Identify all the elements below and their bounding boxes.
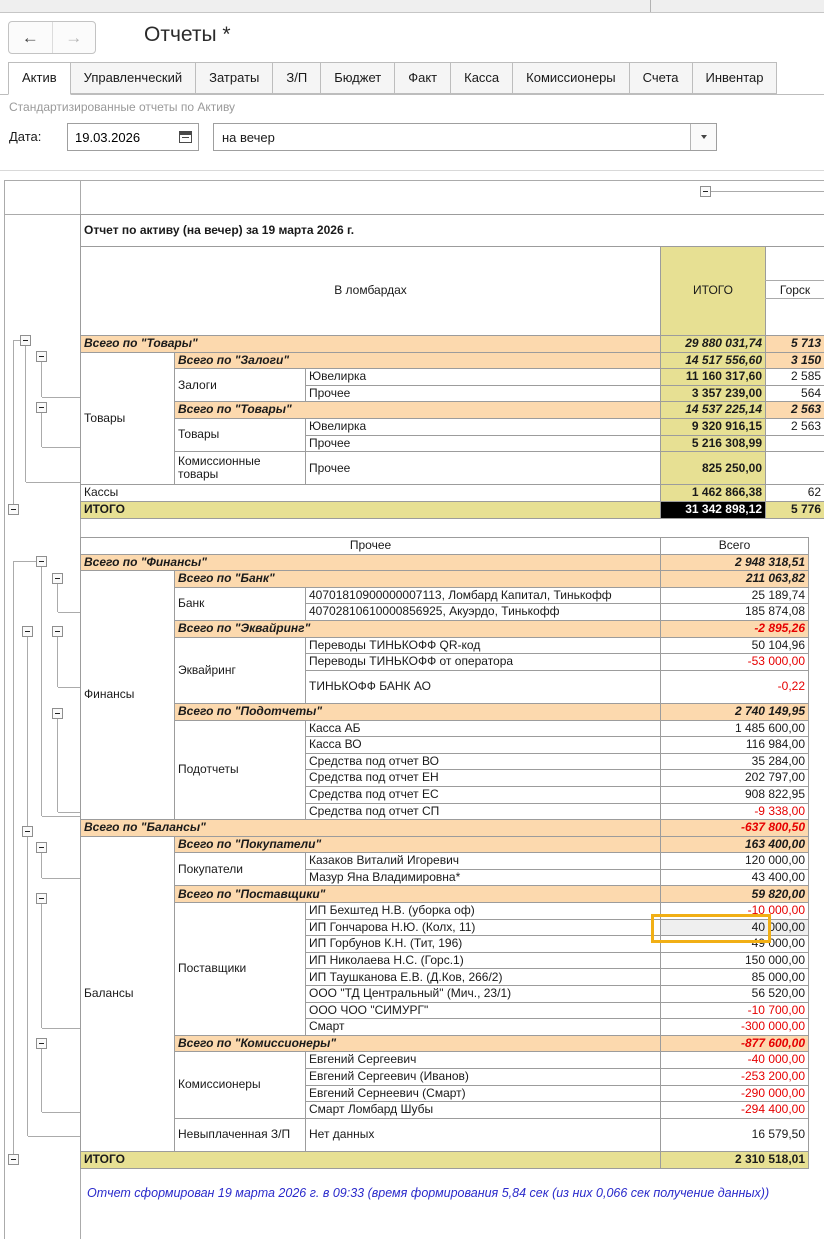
minus-icon <box>39 561 44 562</box>
row-group-collapse-toggle[interactable] <box>52 573 63 584</box>
column-group-line <box>711 191 824 192</box>
group-tree-line <box>27 837 28 1136</box>
value-cell[interactable]: 5 216 308,99 <box>661 435 766 452</box>
group-tree-line <box>58 687 80 688</box>
group-label-cell[interactable]: Финансы <box>81 571 175 820</box>
minus-icon <box>23 340 28 341</box>
selected-cell-frame <box>651 914 771 943</box>
value-cell[interactable]: -0,22 <box>661 670 809 703</box>
tab-komissionery[interactable]: Комиссионеры <box>512 62 629 94</box>
value-cell[interactable]: 43 400,00 <box>661 869 809 886</box>
subgroup-label-cell[interactable]: Комиссионеры <box>175 1052 306 1118</box>
value-cell-selected-inverted[interactable]: 31 342 898,12 <box>661 501 766 518</box>
row-caption-cell[interactable]: ТИНЬКОФФ БАНК АО <box>306 670 661 703</box>
header-group-cell[interactable]: В ломбардах <box>81 247 661 336</box>
group-tree-line <box>58 612 80 613</box>
group-tree-line <box>42 816 80 817</box>
value-cell[interactable]: 9 320 916,15 <box>661 418 766 435</box>
value-cell[interactable]: -290 000,00 <box>661 1085 809 1102</box>
value-cell[interactable]: 59 820,00 <box>661 886 809 903</box>
group-tree-line <box>42 397 80 398</box>
group-tree-line <box>26 482 80 483</box>
value-cell[interactable]: 564 <box>766 385 824 402</box>
row-group-collapse-toggle[interactable] <box>52 708 63 719</box>
subtotal-caption-cell[interactable]: Всего по "Поставщики" <box>175 886 661 903</box>
value-cell[interactable]: 3 357 239,00 <box>661 385 766 402</box>
page-title: Отчеты * <box>144 23 231 46</box>
value-cell[interactable]: -294 400,00 <box>661 1102 809 1119</box>
subgroup-label-cell[interactable]: Залоги <box>175 369 306 402</box>
group-tree-line <box>28 1136 80 1137</box>
value-cell[interactable]: 116 984,00 <box>661 737 809 754</box>
row-group-collapse-toggle[interactable] <box>36 402 47 413</box>
row-caption-cell[interactable]: Средства под отчет ЕН <box>306 770 661 787</box>
group-tree-line <box>57 584 58 612</box>
row-caption-cell[interactable]: Переводы ТИНЬКОФФ от оператора <box>306 654 661 671</box>
row-group-collapse-toggle[interactable] <box>36 351 47 362</box>
group-tree-line <box>42 1112 80 1113</box>
row-group-collapse-toggle[interactable] <box>20 335 31 346</box>
value-cell[interactable]: -300 000,00 <box>661 1019 809 1036</box>
value-cell[interactable]: -2 895,26 <box>661 620 809 637</box>
subgroup-label-cell[interactable]: Комиссионные товары <box>175 452 306 485</box>
value-cell[interactable]: 5 776 <box>766 501 824 518</box>
minus-icon <box>25 631 30 632</box>
report-footer: Отчет сформирован 19 марта 2026 г. в 09:33 (время формирования 5,84 сек (из них 0,066 сек получение данных)) <box>87 1186 770 1200</box>
date-field-group <box>67 123 199 151</box>
calendar-picker-button[interactable] <box>173 124 197 150</box>
date-label: Дата: <box>9 129 42 144</box>
value-cell[interactable]: 50 104,96 <box>661 637 809 654</box>
value-cell[interactable]: 62 <box>766 485 824 502</box>
row-caption-cell[interactable]: Нет данных <box>306 1118 661 1151</box>
group-tree-line <box>42 878 80 879</box>
row-caption-cell[interactable]: Смарт <box>306 1019 661 1036</box>
minus-icon <box>39 1043 44 1044</box>
row-caption-cell[interactable]: Ювелирка <box>306 369 661 386</box>
row-caption-cell[interactable]: Прочее <box>306 385 661 402</box>
row-caption-cell[interactable]: Средства под отчет ЕС <box>306 786 661 803</box>
group-tree-line <box>42 1028 80 1029</box>
tab-scheta[interactable]: Счета <box>629 62 693 94</box>
value-cell[interactable]: 14 517 556,60 <box>661 352 766 369</box>
forward-button[interactable] <box>53 22 96 53</box>
minus-icon <box>39 847 44 848</box>
row-caption-cell[interactable]: Прочее <box>306 452 661 485</box>
minus-icon <box>55 713 60 714</box>
period-select-arrow-button[interactable] <box>690 124 716 150</box>
back-arrow-icon: ← <box>21 27 39 47</box>
tab-kassa[interactable]: Касса <box>450 62 513 94</box>
value-cell[interactable]: 150 000,00 <box>661 952 809 969</box>
tab-upravlencheskiy[interactable]: Управленческий <box>70 62 197 94</box>
row-group-collapse-toggle[interactable] <box>22 626 33 637</box>
minus-icon <box>11 1159 16 1160</box>
tab-zp[interactable]: З/П <box>272 62 321 94</box>
value-cell[interactable] <box>766 452 824 485</box>
branch-subheader-line <box>765 280 824 281</box>
subtotal-caption-cell[interactable]: Всего по "Комиссионеры" <box>175 1035 661 1052</box>
row-caption-cell[interactable]: Смарт Ломбард Шубы <box>306 1102 661 1119</box>
row-caption-cell[interactable]: Касса ВО <box>306 737 661 754</box>
value-cell[interactable]: -10 700,00 <box>661 1002 809 1019</box>
value-cell[interactable]: 2 563 <box>766 418 824 435</box>
grid-border <box>4 180 824 181</box>
group-tree-line <box>57 719 58 812</box>
minus-icon <box>25 831 30 832</box>
row-caption-cell[interactable]: Ювелирка <box>306 418 661 435</box>
row-caption-cell[interactable]: ИП Горбунов К.Н. (Тит, 196) <box>306 936 661 953</box>
total-caption-cell[interactable]: ИТОГО <box>81 1151 661 1168</box>
period-select[interactable] <box>213 123 717 151</box>
report-table-lombards <box>80 214 824 519</box>
value-cell[interactable]: 1 485 600,00 <box>661 720 809 737</box>
value-cell[interactable]: 2 740 149,95 <box>661 703 809 720</box>
subgroup-label-cell[interactable]: Покупатели <box>175 853 306 886</box>
group-tree-line <box>57 637 58 687</box>
row-group-collapse-toggle[interactable] <box>36 893 47 904</box>
tab-aktiv[interactable]: Актив <box>8 62 71 95</box>
value-cell[interactable]: 211 063,82 <box>661 571 809 588</box>
chevron-down-icon <box>701 135 707 139</box>
history-nav-group <box>8 21 96 54</box>
minus-icon <box>39 898 44 899</box>
report-tabbar <box>0 62 824 95</box>
group-tree-line <box>41 567 42 816</box>
subtotal-caption-cell[interactable]: Всего по "Товары" <box>175 402 661 419</box>
row-caption-cell[interactable]: Евгений Сергеевич (Иванов) <box>306 1069 661 1086</box>
value-cell[interactable]: 16 579,50 <box>661 1118 809 1151</box>
subtotal-caption-cell[interactable]: Всего по "Товары" <box>81 336 661 353</box>
value-cell[interactable]: 2 310 518,01 <box>661 1151 809 1168</box>
row-caption-cell[interactable]: Прочее <box>306 435 661 452</box>
value-cell[interactable]: 29 880 031,74 <box>661 336 766 353</box>
group-tree-line <box>13 340 14 504</box>
subtotal-caption-cell[interactable]: Всего по "Подотчеты" <box>175 703 661 720</box>
value-cell[interactable]: 49 000,00 <box>661 936 809 953</box>
group-label-cell[interactable]: Балансы <box>81 836 175 1151</box>
value-cell[interactable]: -637 800,50 <box>661 820 809 837</box>
row-group-collapse-toggle[interactable] <box>36 556 47 567</box>
group-tree-line <box>41 1049 42 1112</box>
header-total-cell[interactable]: Всего <box>661 538 809 555</box>
value-cell[interactable]: -10 000,00 <box>661 903 809 920</box>
value-cell-selected[interactable]: 40 000,00 <box>661 919 809 936</box>
row-caption-cell[interactable]: ООО ЧОО "СИМУРГ" <box>306 1002 661 1019</box>
subtotal-caption-cell[interactable]: Всего по "Эквайринг" <box>175 620 661 637</box>
value-cell[interactable]: 11 160 317,60 <box>661 369 766 386</box>
row-group-collapse-toggle[interactable] <box>8 1154 19 1165</box>
minus-icon <box>703 191 708 192</box>
value-cell[interactable]: -53 000,00 <box>661 654 809 671</box>
window-top-strip <box>0 0 824 13</box>
minus-icon <box>11 509 16 510</box>
total-caption-cell[interactable]: ИТОГО <box>81 501 661 518</box>
value-cell[interactable]: -9 338,00 <box>661 803 809 820</box>
row-group-collapse-toggle[interactable] <box>36 1038 47 1049</box>
value-cell[interactable]: -877 600,00 <box>661 1035 809 1052</box>
subgroup-label-cell[interactable]: Товары <box>175 418 306 451</box>
period-select-value: на вечер <box>222 129 275 145</box>
row-group-collapse-toggle[interactable] <box>8 504 19 515</box>
header-branch-cell[interactable]: Горск <box>766 247 824 336</box>
tab-fakt[interactable]: Факт <box>394 62 451 94</box>
value-cell[interactable]: 202 797,00 <box>661 770 809 787</box>
group-tree-line <box>41 853 42 878</box>
subtotal-caption-cell[interactable]: Всего по "Залоги" <box>175 352 661 369</box>
row-caption-cell[interactable]: 40702810610000856925, Акуэрдо, Тинькофф <box>306 604 661 621</box>
header-total-cell[interactable]: ИТОГО <box>661 247 766 336</box>
subtotal-caption-cell[interactable]: Всего по "Покупатели" <box>175 836 661 853</box>
row-group-collapse-toggle[interactable] <box>36 842 47 853</box>
row-caption-cell[interactable]: Евгений Сернеевич (Смарт) <box>306 1085 661 1102</box>
top-strip-divider <box>650 0 651 12</box>
row-caption-cell[interactable]: Мазур Яна Владимировна* <box>306 869 661 886</box>
group-tree-line <box>27 637 28 826</box>
minus-icon <box>39 356 44 357</box>
group-tree-line <box>42 447 80 448</box>
back-button[interactable] <box>9 22 53 53</box>
value-cell[interactable]: 825 250,00 <box>661 452 766 485</box>
branch-subheader-line <box>765 298 824 299</box>
value-cell[interactable]: 85 000,00 <box>661 969 809 986</box>
row-caption-cell[interactable]: Евгений Сергеевич <box>306 1052 661 1069</box>
group-label-cell[interactable]: Товары <box>81 352 175 485</box>
subtotal-caption-cell[interactable]: Всего по "Финансы" <box>81 554 661 571</box>
value-cell[interactable]: 14 537 225,14 <box>661 402 766 419</box>
subgroup-label-cell[interactable]: Поставщики <box>175 903 306 1036</box>
calendar-icon <box>179 131 192 143</box>
value-cell[interactable]: 163 400,00 <box>661 836 809 853</box>
value-cell[interactable]: 2 948 318,51 <box>661 554 809 571</box>
group-tree-line <box>58 812 80 813</box>
tab-subtitle: Стандартизированные отчеты по Активу <box>9 100 236 114</box>
row-caption-cell[interactable]: Средства под отчет СП <box>306 803 661 820</box>
row-caption-cell[interactable]: Переводы ТИНЬКОФФ QR-код <box>306 637 661 654</box>
row-caption-cell[interactable]: ИП Таушканова Е.В. (Д.Ков, 266/2) <box>306 969 661 986</box>
row-caption-cell[interactable]: ИП Николаева Н.С. (Горс.1) <box>306 952 661 969</box>
row-caption-cell[interactable]: ООО "ТД Центральный" (Мич., 23/1) <box>306 986 661 1003</box>
row-caption-cell[interactable]: Касса АБ <box>306 720 661 737</box>
value-cell[interactable]: 120 000,00 <box>661 853 809 870</box>
tab-zatraty[interactable]: Затраты <box>195 62 273 94</box>
group-tree-line <box>13 561 14 1154</box>
value-cell[interactable] <box>766 435 824 452</box>
group-tree-line <box>14 561 36 562</box>
subgroup-label-cell[interactable]: Подотчеты <box>175 720 306 820</box>
row-caption-cell[interactable]: 40701810900000007113, Ломбард Капитал, Тинькофф <box>306 587 661 604</box>
row-group-collapse-toggle[interactable] <box>52 626 63 637</box>
row-caption-cell[interactable]: Средства под отчет ВО <box>306 753 661 770</box>
tab-inventar[interactable]: Инвентар <box>692 62 778 94</box>
row-group-collapse-toggle[interactable] <box>22 826 33 837</box>
minus-icon <box>55 631 60 632</box>
group-tree-line <box>25 346 26 482</box>
minus-icon <box>55 578 60 579</box>
value-cell[interactable]: 908 822,95 <box>661 786 809 803</box>
group-tree-line <box>41 362 42 397</box>
value-cell[interactable]: 3 150 <box>766 352 824 369</box>
minus-icon <box>39 407 44 408</box>
value-cell[interactable]: 2 563 <box>766 402 824 419</box>
value-cell[interactable]: 185 874,08 <box>661 604 809 621</box>
group-tree-line <box>41 413 42 447</box>
value-cell[interactable]: 1 462 866,38 <box>661 485 766 502</box>
header-group-cell[interactable]: Прочее <box>81 538 661 555</box>
subgroup-label-cell[interactable]: Банк <box>175 587 306 620</box>
subtotal-caption-cell[interactable]: Всего по "Балансы" <box>81 820 661 837</box>
report-table-other <box>80 537 809 1169</box>
value-cell[interactable]: -253 200,00 <box>661 1069 809 1086</box>
row-caption-cell[interactable]: Казаков Виталий Игоревич <box>306 853 661 870</box>
subgroup-label-cell[interactable]: Невыплаченная З/П <box>175 1118 306 1151</box>
report-title-cell[interactable]: Отчет по активу (на вечер) за 19 марта 2026 г. <box>81 215 824 247</box>
forward-arrow-icon: → <box>65 27 83 47</box>
tab-byudzhet[interactable]: Бюджет <box>320 62 395 94</box>
row-caption-cell[interactable]: Кассы <box>81 485 661 502</box>
value-cell[interactable]: 56 520,00 <box>661 986 809 1003</box>
value-cell[interactable]: 5 713 <box>766 336 824 353</box>
value-cell[interactable]: 2 585 <box>766 369 824 386</box>
value-cell[interactable]: 25 189,74 <box>661 587 809 604</box>
subgroup-label-cell[interactable]: Эквайринг <box>175 637 306 703</box>
column-group-collapse-toggle[interactable] <box>700 186 711 197</box>
value-cell[interactable]: 35 284,00 <box>661 753 809 770</box>
date-input[interactable] <box>68 129 173 146</box>
group-tree-line <box>41 904 42 1028</box>
row-caption-cell[interactable]: ИП Бехштед Н.В. (уборка оф) <box>306 903 661 920</box>
row-caption-cell[interactable]: ИП Гончарова Н.Ю. (Колх, 11) <box>306 919 661 936</box>
grid-border <box>4 180 5 1239</box>
subtotal-caption-cell[interactable]: Всего по "Банк" <box>175 571 661 588</box>
toolbar-separator <box>0 170 824 171</box>
value-cell[interactable]: -40 000,00 <box>661 1052 809 1069</box>
